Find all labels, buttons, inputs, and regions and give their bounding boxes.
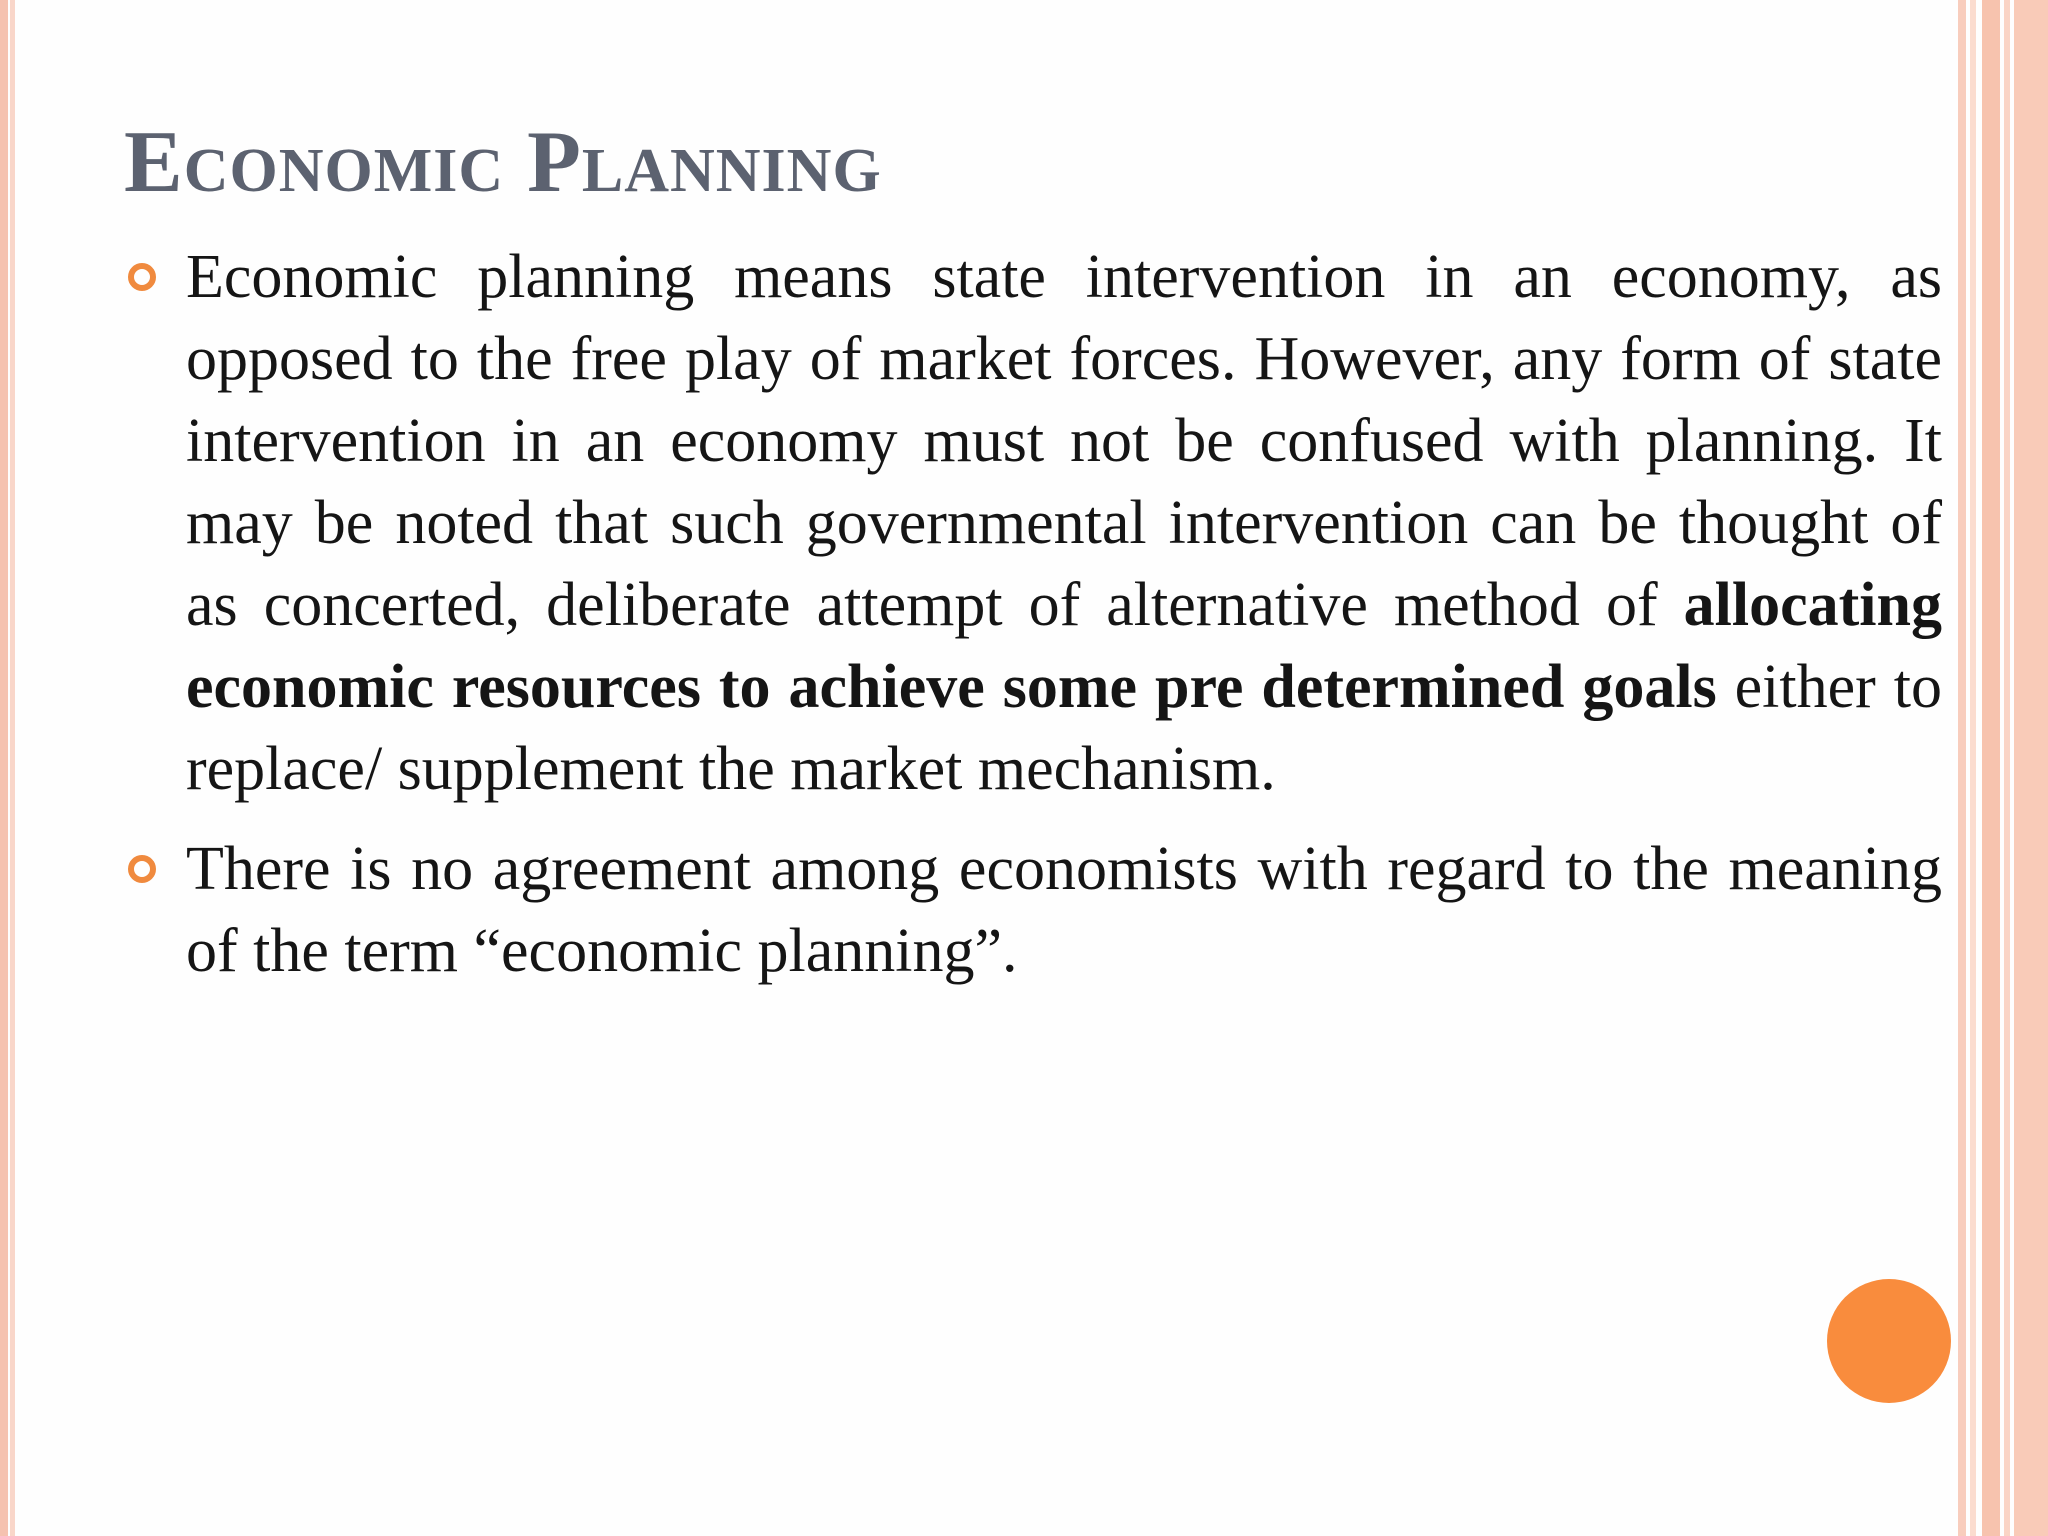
right-border-stripe-1 <box>1958 0 1966 1536</box>
bullet-circle-icon <box>128 263 156 291</box>
right-border-stripe-2 <box>1970 0 1976 1536</box>
right-border-stripe-4 <box>2004 0 2010 1536</box>
left-border-stripe-inner <box>10 0 15 1536</box>
bullet-circle-icon <box>128 855 156 883</box>
bullet-item-2 <box>124 828 1942 992</box>
decorative-orange-circle <box>1827 1279 1951 1403</box>
right-border-stripe-5 <box>2014 0 2048 1536</box>
bullet-2-text: There is no agreement among economists with regard to the meaning of the term “economic planning”. <box>186 835 1942 985</box>
bullet-item-1 <box>124 236 1942 810</box>
right-border-stripe-3 <box>1982 0 2000 1536</box>
bullet-1-text: Economic planning means state intervention in an economy, as opposed to the free play of market forces. However, any form of state intervention in an economy must not be confused with planning. It may be noted that such governmental intervention can be thought of as concerted, deliberate attempt of alternative method of <box>186 243 1942 639</box>
bullet-1-bold-text: allocating economic resources to achieve some pre determined goals <box>186 571 1942 721</box>
left-border-stripe <box>0 0 8 1536</box>
slide-body <box>124 236 1942 1010</box>
bullet-1-text-end: either to replace/ supplement the market mechanism. <box>186 653 1942 803</box>
slide-title: Economic Planning <box>124 114 882 211</box>
